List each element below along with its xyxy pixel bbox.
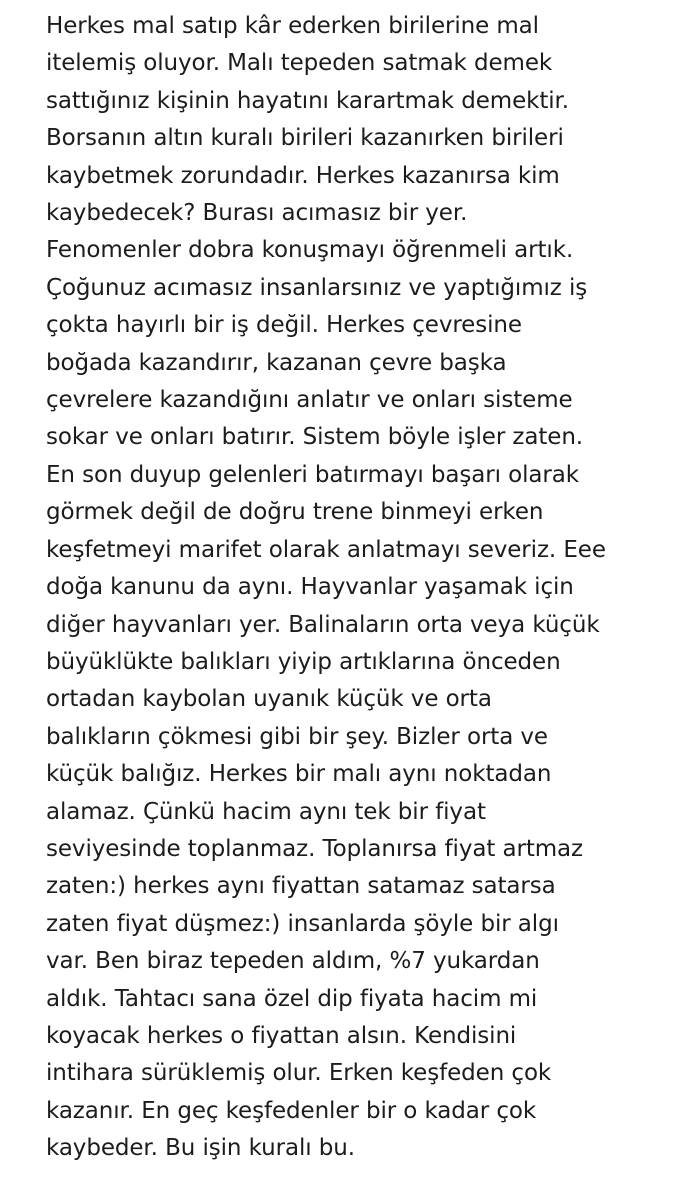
note-line-30: kazanır. En geç keşfedenler bir o kadar çok: [46, 1097, 537, 1124]
note-line-19: ortadan kaybolan uyanık küçük ve orta: [46, 686, 492, 713]
note-line-18: büyüklükte balıkları yiyip artıklarına önceden: [46, 648, 561, 675]
note-line-23: seviyesinde toplanmaz. Toplanırsa fiyat artmaz: [46, 835, 584, 862]
note-line-31: kaybeder. Bu işin kuralı bu.: [46, 1135, 355, 1162]
note-line-9: çokta hayırlı bir iş değil. Herkes çevresine: [46, 312, 522, 339]
note-line-8: Çoğunuz acımasız insanlarsınız ve yaptığımız iş: [46, 274, 588, 301]
note-line-14: görmek değil de doğru trene binmeyi erken: [46, 499, 544, 526]
note-line-17: diğer hayvanları yer. Balinaların orta veya küçük: [46, 611, 600, 638]
note-line-7: Fenomenler dobra konuşmayı öğrenmeli artık.: [46, 237, 574, 264]
note-line-5: kaybetmek zorundadır. Herkes kazanırsa kim: [46, 162, 560, 189]
note-line-11: çevrelere kazandığını anlatır ve onları sisteme: [46, 387, 573, 414]
note-line-1: Herkes mal satıp kâr ederken birilerine mal: [46, 13, 539, 39]
note-line-10: boğada kazandırır, kazanan çevre başka: [46, 349, 507, 376]
note-line-25: zaten fiyat düşmez:) insanlarda şöyle bir algı: [46, 910, 559, 937]
note-text-body: [46, 8, 671, 1168]
note-line-22: alamaz. Çünkü hacim aynı tek bir fiyat: [46, 798, 486, 825]
note-line-6: kaybedecek? Burası acımasız bir yer.: [46, 200, 468, 227]
note-line-24: zaten:) herkes aynı fiyattan satamaz satarsa: [46, 873, 556, 900]
note-line-4: Borsanın altın kuralı birileri kazanırken birileri: [46, 125, 564, 152]
note-line-26: var. Ben biraz tepeden aldım, %7 yukardan: [46, 948, 540, 975]
note-line-13: En son duyup gelenleri batırmayı başarı olarak: [46, 461, 579, 488]
note-line-20: balıkların çökmesi gibi bir şey. Bizler orta ve: [46, 723, 548, 750]
note-line-12: sokar ve onları batırır. Sistem böyle işler zaten.: [46, 424, 584, 451]
note-line-28: koyacak herkes o fiyattan alsın. Kendisini: [46, 1022, 517, 1049]
note-line-2: itelemiş oluyor. Malı tepeden satmak demek: [46, 50, 553, 77]
note-line-27: aldık. Tahtacı sana özel dip fiyata hacim mi: [46, 985, 538, 1012]
note-line-15: keşfetmeyi marifet olarak anlatmayı severiz. Eee: [46, 536, 606, 563]
note-line-21: küçük balığız. Herkes bir malı aynı noktadan: [46, 761, 552, 788]
note-line-16: doğa kanunu da aynı. Hayvanlar yaşamak için: [46, 574, 574, 601]
note-line-29: intihara sürüklemiş olur. Erken keşfeden çok: [46, 1060, 552, 1087]
note-line-3: sattığınız kişinin hayatını karartmak demektir.: [46, 87, 569, 114]
